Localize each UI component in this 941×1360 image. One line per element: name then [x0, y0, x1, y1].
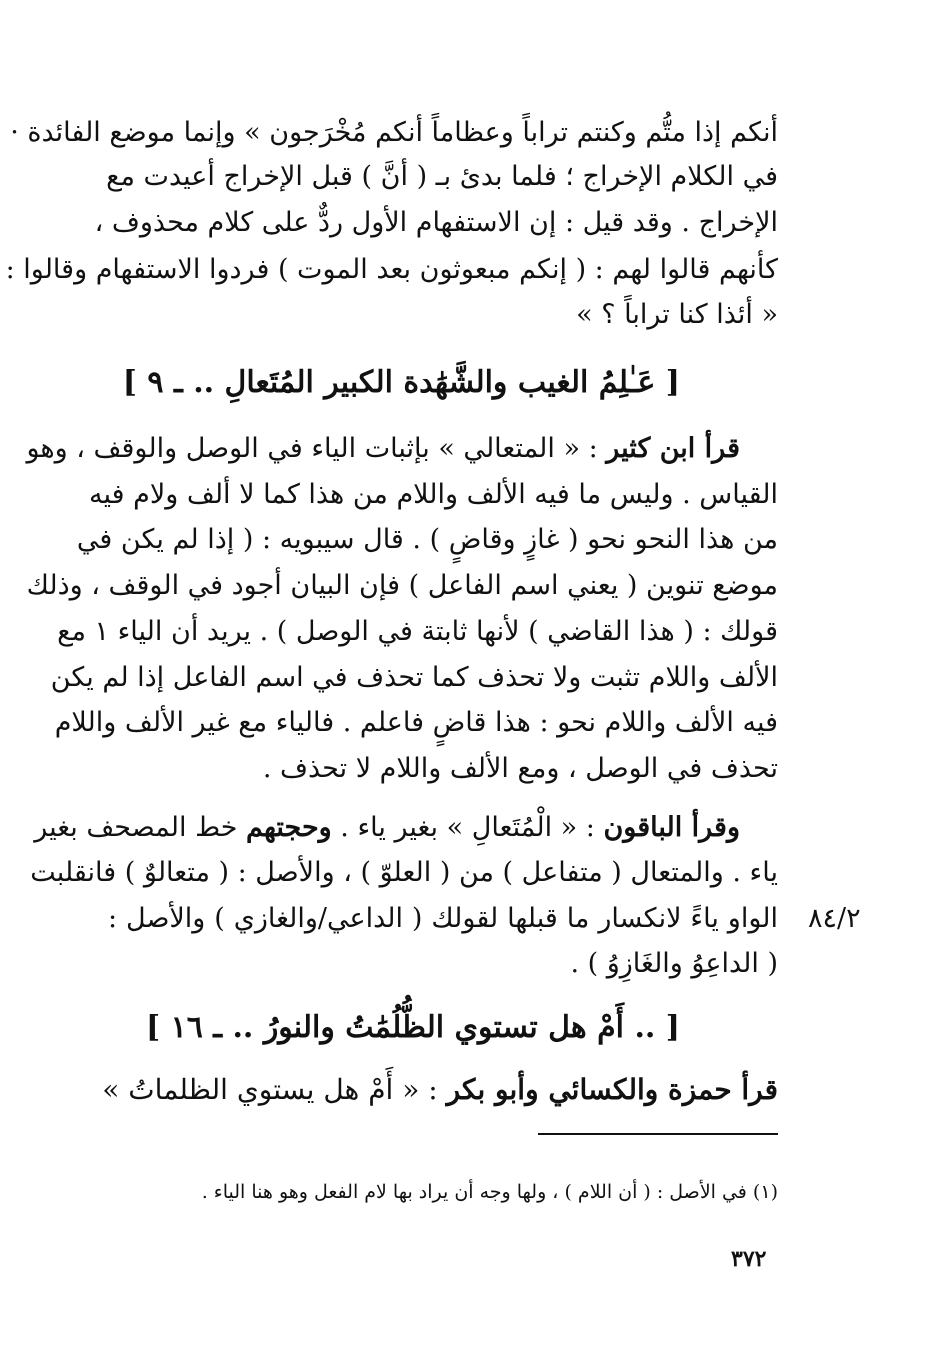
paragraph4-line-1 [102, 1070, 778, 1110]
paragraph2-line-8: تحذف في الوصل ، ومع الألف واللام لا تحذف . [262, 753, 778, 784]
verse-heading-16: [ .. أَمْ هل تستوي الظُّلُمَٰتُ والنورُ .. ـ ١٦ ] [145, 1010, 680, 1045]
page-number: ٣٧٢ [731, 1246, 767, 1272]
paragraph3-line-3: الواو ياءً لانكسار ما قبلها لقولك ( الداعي/والغازي ) والأصل : [108, 903, 778, 934]
paragraph2-line-2: القياس . وليس ما فيه الألف واللام من هذا كما لا ألف ولام فيه [89, 479, 778, 510]
paragraph2-line-6: الألف واللام تثبت ولا تحذف كما تحذف في اسم الفاعل إذا لم يكن [50, 662, 778, 693]
verse-heading-9: [ عَـٰلِمُ الغيب والشَّهَٰدة الكبير المُتَعالِ .. ـ ٩ ] [122, 365, 680, 400]
paragraph2-line-7: فيه الألف واللام نحو : هذا قاضٍ فاعلم . فالياء مع غير الألف واللام [54, 707, 778, 738]
paragraph1-line-4: كأنهم قالوا لهم : ( إنكم مبعوثون بعد الموت ) فردوا الاستفهام وقالوا : [5, 254, 778, 285]
paragraph3-line-2: ياء . والمتعال ( متفاعل ) من ( العلوّ ) ، والأصل : ( متعالوٌ ) فانقلبت [30, 857, 778, 888]
paragraph1-line-2: في الكلام الإخراج ؛ فلما بدئ بـ ( أنَّ ) قبل الإخراج أعيدت مع [106, 161, 778, 192]
paragraph3-line-4: ( الداعِوُ والغَازِوُ ) . [570, 948, 778, 979]
paragraph4-text: : « أَمْ هل يستوي الظلماتُ » [102, 1073, 447, 1106]
reader-al-baqun: وقرأ الباقون [603, 812, 740, 843]
paragraph3-line-1 [34, 808, 740, 848]
paragraph3-hujjah: وحجتهم [245, 812, 332, 843]
paragraph1-line-1: أنكم إذا متُّم وكنتم تراباً وعظاماً أنكم مُخْرَجون » وإنما موضع الفائدة · [10, 117, 778, 148]
reader-ibn-kathir: قرأ ابن كثير [606, 433, 740, 464]
readers-hamza-kisai-abubakr: قرأ حمزة والكسائي وأبو بكر [446, 1073, 778, 1106]
margin-volume-page-ref: ٨٤/٢ [808, 903, 861, 934]
paragraph2-line-4: موضع تنوين ( يعني اسم الفاعل ) فإن البيان أجود في الوقف ، وذلك [26, 570, 778, 601]
footnote-rule [538, 1133, 778, 1135]
paragraph2-line-3: من هذا النحو نحو ( غازٍ وقاضٍ ) . قال سيبويه : ( إذا لم يكن في [76, 524, 778, 555]
paragraph1-line-3: الإخراج . وقد قيل : إن الاستفهام الأول ردٌّ على كلام محذوف ، [94, 207, 778, 238]
paragraph2-line-1 [26, 429, 740, 469]
footnote-1: (١) في الأصل : ( أن اللام ) ، ولها وجه أن يراد بها لام الفعل وهو هنا الياء . [201, 1181, 778, 1203]
paragraph2-line-1-text: : « المتعالي » بإثبات الياء في الوصل والوقف ، وهو [26, 433, 607, 464]
paragraph1-line-5: « أئذا كنا تراباً ؟ » [576, 299, 778, 330]
paragraph3-line-1-text: : « الْمُتَعالِ » بغير ياء . [331, 812, 604, 843]
paragraph2-line-5: قولك : ( هذا القاضي ) لأنها ثابتة في الوصل ) . يريد أن الياء ١ مع [57, 616, 778, 647]
paragraph3-line-1-end: خط المصحف بغير [34, 812, 246, 843]
